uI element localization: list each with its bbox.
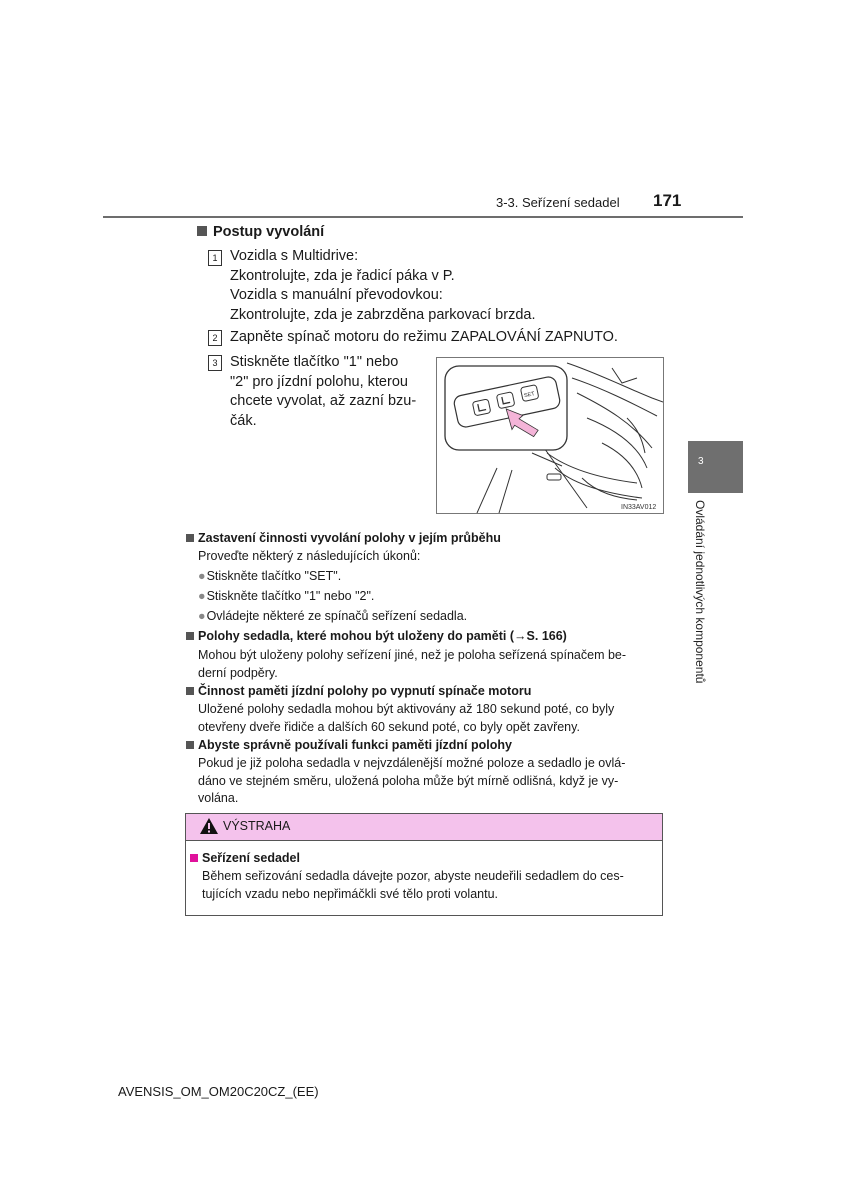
square-bullet-icon bbox=[186, 632, 194, 640]
section-body: Mohou být uloženy polohy seřízení jiné, než je poloha seřízená spínačem be- derní podpěry. bbox=[198, 648, 627, 680]
square-bullet-icon bbox=[190, 854, 198, 862]
warning-title: Seřízení sedadel bbox=[190, 850, 300, 868]
step-number: 1 bbox=[208, 250, 222, 266]
square-bullet-icon bbox=[186, 534, 194, 542]
section-body: Uložené polohy sedadla mohou být aktivovány až 180 sekund poté, co byly otevřeny dveře řidiče a dalších 60 sekund poté, co byly opět zavřeny. bbox=[198, 702, 615, 734]
door-panel-drawing bbox=[437, 358, 663, 513]
figure-code: IN33AV012 bbox=[621, 504, 657, 511]
list-item: ●Stiskněte tlačítko "SET". bbox=[198, 569, 342, 583]
header-divider bbox=[103, 216, 743, 218]
warning-triangle-icon bbox=[199, 817, 219, 835]
step-1-text: Vozidla s Multidrive: Zkontrolujte, zda je řadicí páka v P. Vozidla s manuální převodovkou: Zkontrolujte, zda je zabrzděna parkovací brzda. bbox=[230, 248, 536, 323]
section-heading: Zastavení činnosti vyvolání polohy v jejím průběhu bbox=[186, 530, 501, 548]
chapter-number: 3 bbox=[698, 456, 704, 467]
step-number: 3 bbox=[208, 355, 222, 371]
section-heading: Činnost paměti jízdní polohy po vypnutí spínače motoru bbox=[186, 683, 531, 701]
step-3-text: Stiskněte tlačítko "1" nebo "2" pro jízdní polohu, kterou chcete vyvolat, až zazní bzu- čák. bbox=[230, 354, 417, 429]
warning-body: Během seřizování sedadla dávejte pozor, abyste neudeřili sedadlem do ces- tujících vzadu nebo nepřimáčkli své tělo proti volantu. bbox=[202, 869, 624, 901]
section-intro: Proveďte některý z následujících úkonů: bbox=[198, 549, 421, 563]
section-heading: Abyste správně používali funkci paměti jízdní polohy bbox=[186, 737, 512, 755]
page-number: 171 bbox=[653, 191, 682, 210]
memory-button-illustration bbox=[436, 357, 664, 514]
step-2-text: Zapněte spínač motoru do režimu ZAPALOVÁNÍ ZAPNUTO. bbox=[230, 329, 618, 345]
page-reference-link[interactable]: →S. 166) bbox=[514, 629, 567, 643]
bullet-icon: ● bbox=[198, 589, 206, 603]
square-bullet-icon bbox=[197, 226, 207, 236]
step-number: 2 bbox=[208, 330, 222, 346]
section-title: 3-3. Seřízení sedadel bbox=[496, 195, 620, 210]
list-item: ●Ovládejte některé ze spínačů seřízení sedadla. bbox=[198, 609, 468, 623]
set-button-label: SET bbox=[523, 391, 536, 400]
chapter-tab bbox=[688, 441, 743, 493]
square-bullet-icon bbox=[186, 741, 194, 749]
chapter-title: Ovládání jednotlivých komponentů bbox=[693, 500, 707, 684]
bullet-icon: ● bbox=[198, 609, 206, 623]
bullet-icon: ● bbox=[198, 569, 206, 583]
warning-label: VÝSTRAHA bbox=[223, 819, 291, 833]
recall-heading: Postup vyvolání bbox=[197, 224, 324, 240]
document-code: AVENSIS_OM_OM20C20CZ_(EE) bbox=[118, 1084, 319, 1099]
list-item: ●Stiskněte tlačítko "1" nebo "2". bbox=[198, 589, 375, 603]
section-body: Pokud je již poloha sedadla v nejvzdálenější možné poloze a sedadlo je ovlá- dáno ve stejném směru, uložená poloha může být mírně odlišná, když je vy- volána. bbox=[198, 756, 626, 805]
square-bullet-icon bbox=[186, 687, 194, 695]
section-heading: Polohy sedadla, které mohou být uloženy do paměti (→S. 166) bbox=[186, 628, 567, 646]
